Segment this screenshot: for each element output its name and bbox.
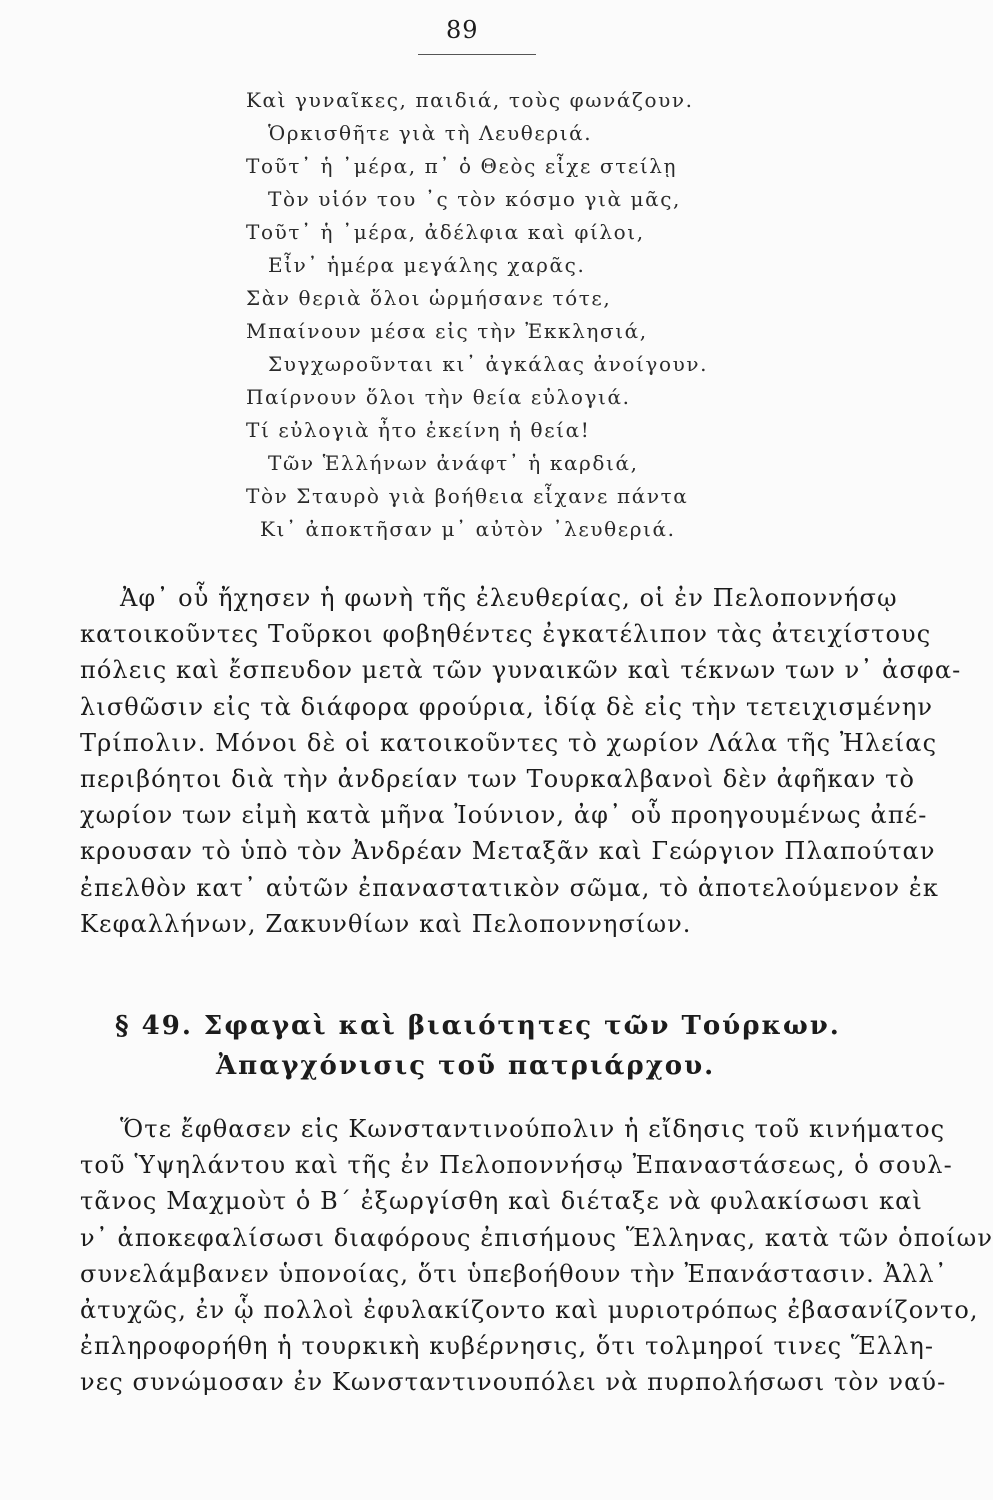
- paragraph-revolution: [80, 580, 962, 942]
- poem-line: Τοῦτ᾽ ἡ ᾽μέρα, ἀδέλφια καὶ φίλοι,: [246, 220, 645, 244]
- poem-line: Τῶν Ἑλλήνων ἀνάφτ᾽ ἡ καρδιά,: [268, 451, 639, 475]
- section-subtitle: Ἀπαγχόνισις τοῦ πατριάρχου.: [216, 1051, 716, 1081]
- poem-line: Τὸν Σταυρὸ γιὰ βοήθεια εἶχανε πάντα: [246, 484, 689, 508]
- section-title: § 49. Σφαγαὶ καὶ βιαιότητες τῶν Τούρκων.: [115, 1011, 841, 1041]
- poem-line: Τὸν υἱόν του ᾽ς τὸν κόσμο γιὰ μᾶς,: [268, 187, 681, 211]
- paragraph-line: λισθῶσιν εἰς τὰ διάφορα φρούρια, ἰδίᾳ δὲ εἰς τὴν τετειχισμένην: [80, 692, 934, 721]
- paragraph-line: κρουσαν τὸ ὑπὸ τὸν Ἀνδρέαν Μεταξᾶν καὶ Γεώργιον Πλαπούταν: [80, 837, 936, 866]
- section-heading: [115, 1006, 875, 1086]
- paragraph-line: τοῦ Ὑψηλάντου καὶ τῆς ἐν Πελοποννήσῳ Ἐπαναστάσεως, ὁ σουλ-: [80, 1151, 953, 1180]
- poem-line: Σὰν θεριὰ ὅλοι ὡρμήσανε τότε,: [246, 286, 612, 310]
- header-rule: [418, 54, 536, 55]
- paragraph-line: Τρίπολιν. Μόνοι δὲ οἱ κατοικοῦντες τὸ χωρίον Λάλα τῆς Ἠλείας: [80, 728, 938, 757]
- paragraph-line: περιβόητοι διὰ τὴν ἀνδρείαν των Τουρκαλβανοὶ δὲν ἀφῆκαν τὸ: [80, 765, 916, 794]
- poem-line: Συγχωροῦνται κι᾽ ἀγκάλας ἀνοίγουν.: [268, 352, 709, 376]
- paragraph-line: Ὅτε ἔφθασεν εἰς Κωνσταντινούπολιν ἡ εἴδησις τοῦ κινήματος: [120, 1115, 946, 1143]
- paragraph-line: ἐπελθὸν κατ᾽ αὐτῶν ἐπαναστατικὸν σῶμα, τὸ ἀποτελούμενον ἐκ: [80, 873, 939, 902]
- page-number: 89: [446, 16, 479, 44]
- poem-line: Παίρνουν ὅλοι τὴν θεία εὐλογιά.: [246, 385, 631, 409]
- poem-line: Μπαίνουν μέσα εἰς τὴν Ἐκκλησιά,: [246, 319, 648, 343]
- paragraph-line: ἐπληροφορήθη ἡ τουρκικὴ κυβέρνησις, ὅτι τολμηροί τινες Ἕλλη-: [80, 1332, 935, 1361]
- paragraph-line: νες συνώμοσαν ἐν Κωνσταντινουπόλει νὰ πυρπολήσωσι τὸν ναύ-: [80, 1368, 947, 1397]
- poem-line: Καὶ γυναῖκες, παιδιά, τοὺς φωνάζουν.: [246, 88, 694, 112]
- poem-line: Τί εὐλογιὰ ἦτο ἐκείνη ἡ θεία!: [246, 418, 591, 442]
- poem-line: Τοῦτ᾽ ἡ ᾽μέρα, π᾽ ὁ Θεὸς εἶχε στείλῃ: [246, 154, 678, 178]
- paragraph-line: ἀτυχῶς, ἐν ᾧ πολλοὶ ἐφυλακίζοντο καὶ μυριοτρόπως ἐβασανίζοντο,: [80, 1296, 979, 1325]
- paragraph-line: Κεφαλλήνων, Ζακυνθίων καὶ Πελοποννησίων.: [80, 909, 692, 938]
- paragraph-line: χωρίον των εἰμὴ κατὰ μῆνα Ἰούνιον, ἀφ᾽ οὗ προηγουμένως ἀπέ-: [80, 801, 928, 830]
- paragraph-line: συνελάμβανεν ὑπονοίας, ὅτι ὑπεβοήθουν τὴν Ἐπανάστασιν. Ἀλλ᾽: [80, 1259, 948, 1288]
- paragraph-line: κατοικοῦντες Τοῦρκοι φοβηθέντες ἐγκατέλιπον τὰς ἀτειχίστους: [80, 620, 932, 649]
- paragraph-line: ν᾽ ἀποκεφαλίσωσι διαφόρους ἐπισήμους Ἕλληνας, κατὰ τῶν ὁποίων: [80, 1223, 993, 1252]
- paragraph-sultan: [80, 1111, 993, 1401]
- poem-line: Κι᾽ ἀποκτῆσαν μ᾽ αὐτὸν ᾽λευθεριά.: [260, 517, 676, 541]
- poem-line: Εἶν᾽ ἡμέρα μεγάλης χαρᾶς.: [268, 253, 586, 277]
- poem-line: Ὁρκισθῆτε γιὰ τὴ Λευθεριά.: [268, 121, 593, 145]
- paragraph-line: πόλεις καὶ ἔσπευδον μετὰ τῶν γυναικῶν καὶ τέκνων των ν᾽ ἀσφα-: [80, 656, 962, 685]
- paragraph-line: Ἀφ᾽ οὗ ἤχησεν ἡ φωνὴ τῆς ἐλευθερίας, οἱ ἐν Πελοποννήσῳ: [120, 584, 898, 612]
- paragraph-line: τᾶνος Μαχμοὺτ ὁ Β΄ ἐξωργίσθη καὶ διέταξε νὰ φυλακίσωσι καὶ: [80, 1187, 923, 1216]
